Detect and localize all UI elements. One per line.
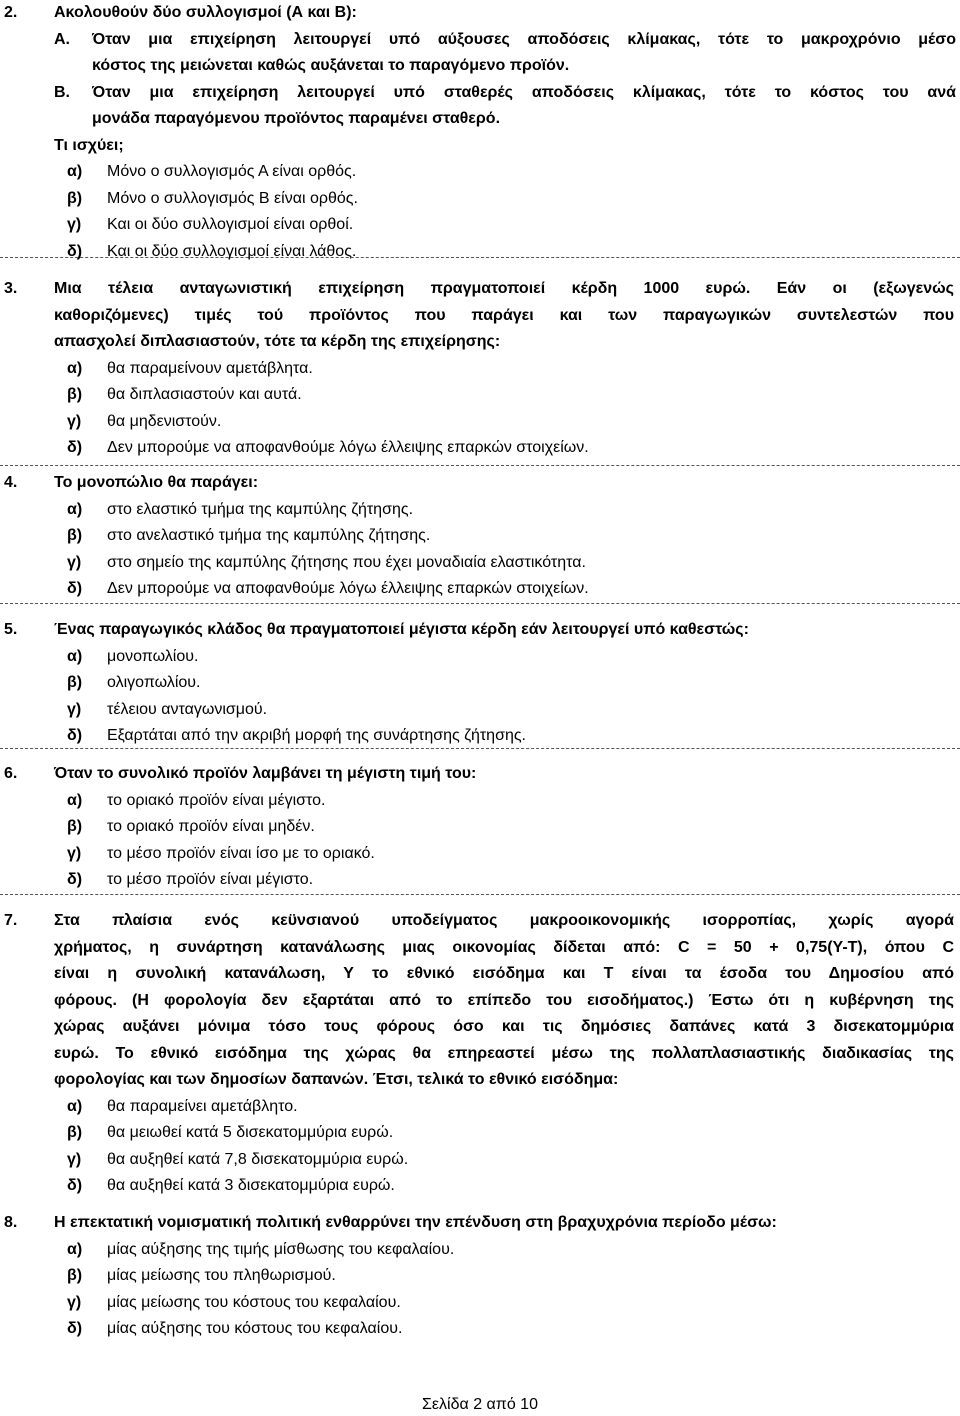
question-number: 4. <box>4 474 18 491</box>
question-8 <box>0 1210 960 1343</box>
answer-option[interactable] <box>0 212 960 239</box>
option-text: θα αυξηθεί κατά 7,8 δισεκατομμύρια ευρώ. <box>107 1150 409 1168</box>
question-stem-line: χώρας αυξάνει μόνιμα τόσο τους φόρους όσο και τις δημόσιες δαπάνες κατά 3 δισεκατομμύρια <box>54 1018 954 1035</box>
option-text: Δεν μπορούμε να αποφανθούμε λόγω έλλειψης επαρκών στοιχείων. <box>107 439 589 456</box>
question-number: 3. <box>4 280 18 297</box>
answer-option[interactable] <box>0 841 960 868</box>
reasoning-b-line: μονάδα παραγόμενου προϊόντος παραμένει σταθερό. <box>92 110 501 127</box>
option-text: θα μηδενιστούν. <box>107 412 222 430</box>
question-intro: Ακολουθούν δύο συλλογισμοί (Α και Β): <box>54 4 357 21</box>
option-label: α) <box>67 163 83 180</box>
option-text: τέλειου ανταγωνισμού. <box>107 700 268 718</box>
question-5 <box>0 617 960 750</box>
option-label: γ) <box>67 1293 82 1311</box>
answer-option[interactable] <box>0 1263 960 1290</box>
option-label: α) <box>67 647 83 665</box>
question-4 <box>0 470 960 603</box>
question-stem-line: φορολογίας και των δημοσίων δαπανών. Έτσι, τελικά το εθνικό εισόδημα: <box>54 1071 619 1088</box>
option-text: Εξαρτάται από την ακριβή μορφή της συνάρτησης ζήτησης. <box>107 727 526 744</box>
question-number: 2. <box>4 4 18 21</box>
option-label: β) <box>67 386 83 403</box>
option-label: α) <box>67 500 83 518</box>
question-6 <box>0 761 960 894</box>
question-stem-line: ευρώ. Το εθνικό εισόδημα της χώρας θα επηρεαστεί μέσω της πολλαπλασιαστικής διαδικασίας της <box>54 1044 954 1062</box>
answer-option[interactable] <box>0 186 960 213</box>
question-2 <box>0 0 960 265</box>
question-stem-line: φόρους. (Η φορολογία δεν εξαρτάται από το επίπεδο του εισοδήματος.) Έστω ότι η κυβέρνηση της <box>54 991 954 1009</box>
answer-option[interactable] <box>0 723 960 750</box>
option-text: στο ελαστικό τμήμα της καμπύλης ζήτησης. <box>107 500 414 518</box>
question-divider <box>0 603 960 604</box>
option-text: το οριακό προϊόν είναι μηδέν. <box>107 818 315 835</box>
option-text: στο σημείο της καμπύλης ζήτησης που έχει μοναδιαία ελαστικότητα. <box>107 553 586 571</box>
option-text: Μόνο ο συλλογισμός Α είναι ορθός. <box>107 163 357 180</box>
option-label: α) <box>67 1097 83 1115</box>
question-stem: Ένας παραγωγικός κλάδος θα πραγματοποιεί μέγιστα κέρδη εάν λειτουργεί υπό καθεστώς: <box>54 621 749 638</box>
answer-option[interactable] <box>0 550 960 577</box>
question-stem-line: Στα πλαίσια ενός κεϋνσιανού υποδείγματος μακροοικονομικής ισορροπίας, χωρίς αγορά <box>54 912 954 929</box>
option-label: α) <box>67 1240 83 1258</box>
option-text: μίας αύξησης του κόστους του κεφαλαίου. <box>107 1320 403 1337</box>
answer-option[interactable] <box>0 788 960 815</box>
question-number: 5. <box>4 621 18 638</box>
option-text: το μέσο προϊόν είναι ίσο με το οριακό. <box>107 844 375 862</box>
answer-option[interactable] <box>0 159 960 186</box>
question-stem-line: καθοριζόμενες) τιμές τού προϊόντος που παράγει και των παραγωγικών συντελεστών που <box>54 306 954 324</box>
option-label: β) <box>67 189 83 207</box>
answer-option[interactable] <box>0 867 960 894</box>
question-divider <box>0 465 960 466</box>
option-text: μίας αύξησης της τιμής μίσθωσης του κεφαλαίου. <box>107 1240 455 1258</box>
option-text: μονοπωλίου. <box>107 647 199 665</box>
question-prompt: Τι ισχύει; <box>54 136 124 154</box>
option-label: γ) <box>67 700 82 718</box>
option-text: το οριακό προϊόν είναι μέγιστο. <box>107 791 326 809</box>
question-stem-line: Μια τέλεια ανταγωνιστική επιχείρηση πραγματοποιεί κέρδη 1000 ευρώ. Εάν οι (εξωγενώς <box>54 280 954 297</box>
option-label: β) <box>67 674 83 691</box>
answer-option[interactable] <box>0 1237 960 1264</box>
option-text: μίας μείωσης του κόστους του κεφαλαίου. <box>107 1293 401 1311</box>
question-divider <box>0 748 960 749</box>
option-text: Και οι δύο συλλογισμοί είναι λάθος. <box>107 242 357 260</box>
option-label: β) <box>67 527 83 544</box>
option-text: Και οι δύο συλλογισμοί είναι ορθοί. <box>107 216 354 233</box>
option-label: γ) <box>67 216 82 233</box>
page-number-footer: Σελίδα 2 από 10 <box>422 1396 538 1413</box>
option-text: Μόνο ο συλλογισμός Β είναι ορθός. <box>107 189 358 207</box>
option-text: ολιγοπωλίου. <box>107 674 201 691</box>
option-label: δ) <box>67 439 83 456</box>
question-number: 7. <box>4 912 18 929</box>
answer-option[interactable] <box>0 435 960 462</box>
option-label: α) <box>67 791 83 809</box>
question-stem: Η επεκτατική νομισματική πολιτική ενθαρρύνει την επένδυση στη βραχυχρόνια περίοδο μέσω: <box>54 1214 777 1231</box>
answer-option[interactable] <box>0 1316 960 1343</box>
option-label: δ) <box>67 580 83 597</box>
answer-option[interactable] <box>0 497 960 524</box>
option-label: γ) <box>67 1150 82 1168</box>
answer-option[interactable] <box>0 239 960 266</box>
answer-option[interactable] <box>0 1147 960 1174</box>
option-label: α) <box>67 359 83 377</box>
question-divider <box>0 894 960 895</box>
answer-option[interactable] <box>0 670 960 697</box>
answer-option[interactable] <box>0 382 960 409</box>
question-number: 6. <box>4 765 18 782</box>
answer-option[interactable] <box>0 523 960 550</box>
reasoning-a-line: Όταν μια επιχείρηση λειτουργεί υπό αύξουσες αποδόσεις κλίμακας, τότε το μακροχρόνιο μέσο <box>92 30 956 48</box>
answer-option[interactable] <box>0 697 960 724</box>
option-label: β) <box>67 1267 83 1284</box>
reasoning-a-label: Α. <box>54 30 70 48</box>
option-text: θα μειωθεί κατά 5 δισεκατομμύρια ευρώ. <box>107 1124 394 1141</box>
answer-option[interactable] <box>0 814 960 841</box>
answer-option[interactable] <box>0 1290 960 1317</box>
question-7 <box>0 908 960 1200</box>
option-text: στο ανελαστικό τμήμα της καμπύλης ζήτησης. <box>107 527 431 544</box>
option-label: γ) <box>67 412 82 430</box>
option-label: δ) <box>67 1177 83 1194</box>
option-label: γ) <box>67 553 82 571</box>
question-divider <box>0 257 960 258</box>
reasoning-a-line: κόστος της μειώνεται καθώς αυξάνεται το παραγόμενο προϊόν. <box>92 57 570 74</box>
question-stem-line: απασχολεί διπλασιαστούν, τότε τα κέρδη της επιχείρησης: <box>54 333 501 350</box>
question-stem: Το μονοπώλιο θα παράγει: <box>54 474 259 491</box>
reasoning-b-line: Όταν μια επιχείρηση λειτουργεί υπό σταθερές αποδόσεις κλίμακας, τότε το κόστος του ανά <box>92 83 956 101</box>
option-label: β) <box>67 818 83 835</box>
question-stem-line: χρήματος, η συνάρτηση κατανάλωσης μιας οικονομίας δίδεται από: C = 50 + 0,75(Y-T), όπου C <box>54 938 954 956</box>
option-text: θα παραμείνουν αμετάβλητα. <box>107 359 313 377</box>
option-label: β) <box>67 1124 83 1141</box>
reasoning-b-label: Β. <box>54 83 70 101</box>
answer-option[interactable] <box>0 1120 960 1147</box>
option-label: δ) <box>67 242 83 260</box>
question-stem-line: είναι η συνολική κατανάλωση, Υ το εθνικό εισόδημα και Τ είναι τα έσοδα του Δημοσίου από <box>54 965 954 982</box>
option-text: Δεν μπορούμε να αποφανθούμε λόγω έλλειψης επαρκών στοιχείων. <box>107 580 589 597</box>
option-text: το μέσο προϊόν είναι μέγιστο. <box>107 871 314 888</box>
answer-option[interactable] <box>0 356 960 383</box>
question-3 <box>0 276 960 462</box>
option-text: θα αυξηθεί κατά 3 δισεκατομμύρια ευρώ. <box>107 1177 395 1194</box>
answer-option[interactable] <box>0 1094 960 1121</box>
question-stem: Όταν το συνολικό προϊόν λαμβάνει τη μέγιστη τιμή του: <box>54 765 477 782</box>
option-text: θα παραμείνει αμετάβλητο. <box>107 1097 298 1115</box>
answer-option[interactable] <box>0 644 960 671</box>
option-label: γ) <box>67 844 82 862</box>
option-text: μίας μείωσης του πληθωρισμού. <box>107 1267 336 1284</box>
option-label: δ) <box>67 1320 83 1337</box>
question-number: 8. <box>4 1214 18 1231</box>
option-label: δ) <box>67 727 83 744</box>
answer-option[interactable] <box>0 1173 960 1200</box>
option-text: θα διπλασιαστούν και αυτά. <box>107 386 302 403</box>
answer-option[interactable] <box>0 576 960 603</box>
option-label: δ) <box>67 871 83 888</box>
answer-option[interactable] <box>0 409 960 436</box>
